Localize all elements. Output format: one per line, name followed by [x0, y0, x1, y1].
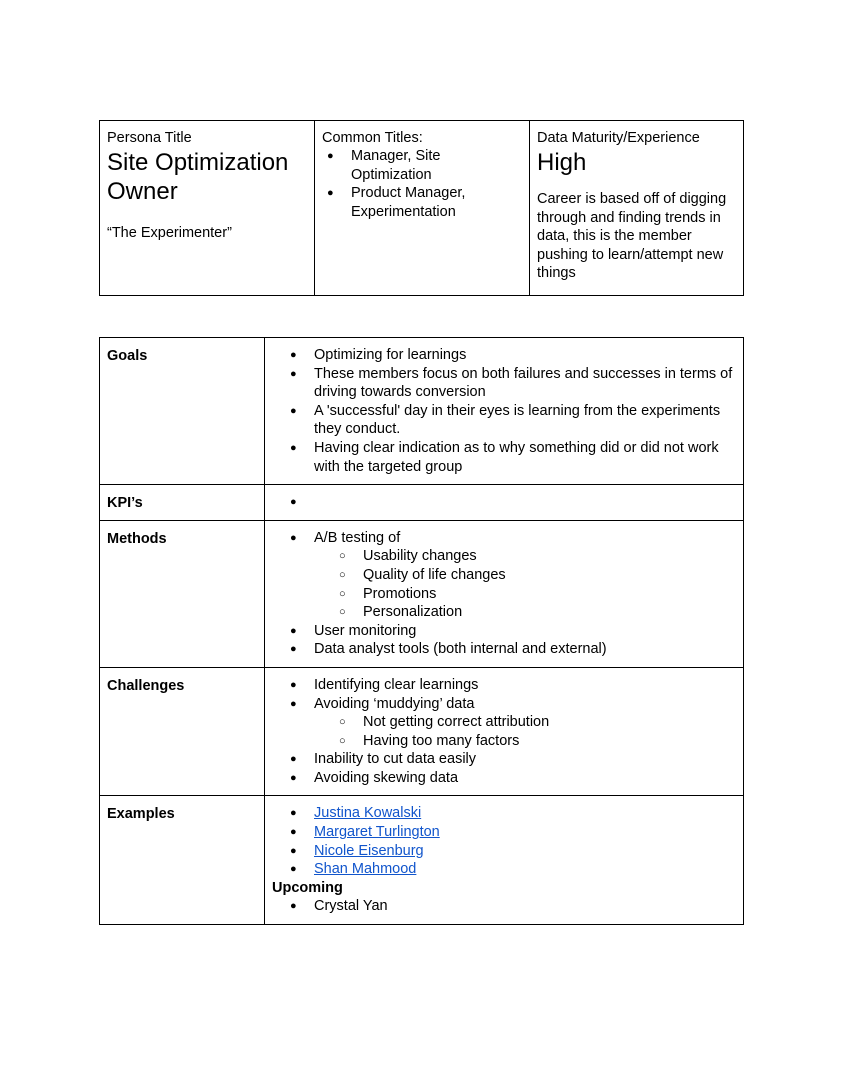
list-item: ● Avoiding skewing data [265, 769, 736, 788]
examples-content [265, 796, 744, 925]
maturity-label: Data Maturity/Experience [537, 130, 700, 146]
list-item: ● Crystal Yan [265, 897, 736, 916]
list-item: ● Optimizing for learnings [265, 346, 736, 365]
list-item: ○ Having too many factors [265, 732, 736, 751]
persona-title-cell [100, 121, 315, 296]
list-item: ○ Not getting correct attribution [265, 713, 736, 732]
list-item: ● User monitoring [265, 622, 736, 641]
common-titles-list [322, 147, 522, 221]
list-item: ● A 'successful' day in their eyes is learning from the experiments they conduct. [265, 402, 736, 439]
example-link-margaret-turlington[interactable]: Margaret Turlington [314, 824, 440, 841]
maturity-description: Career is based off of digging through and finding trends in data, this is the member pushing to learn/attempt new things [537, 191, 727, 281]
list-item: ○ Usability changes [265, 547, 736, 566]
list-item: ● These members focus on both failures and successes in terms of driving towards conversion [265, 365, 736, 402]
list-item: ○ Quality of life changes [265, 566, 736, 585]
persona-nickname: “The Experimenter” [107, 225, 232, 241]
examples-label: Examples [100, 796, 265, 925]
common-titles-cell [315, 121, 530, 296]
list-item: ● Identifying clear learnings [265, 676, 736, 695]
table-row [100, 520, 744, 667]
common-titles-label: Common Titles: [322, 130, 423, 146]
list-item [265, 842, 736, 861]
list-item [265, 804, 736, 823]
challenges-label: Challenges [100, 667, 265, 796]
persona-title: Site Optimization Owner [107, 149, 289, 205]
methods-content [265, 520, 744, 667]
list-item [265, 860, 736, 879]
list-item [265, 493, 736, 512]
persona-title-label: Persona Title [107, 130, 192, 146]
list-item [265, 529, 736, 548]
goals-content [265, 338, 744, 485]
list-item [265, 823, 736, 842]
maturity-value: High [537, 149, 587, 176]
list-item: ○ Personalization [265, 603, 736, 622]
example-link-shan-mahmood[interactable]: Shan Mahmood [314, 861, 417, 878]
example-link-justina-kowalski[interactable]: Justina Kowalski [314, 805, 422, 822]
list-item: ● Having clear indication as to why something did or did not work with the targeted group [265, 439, 736, 476]
list-item: ● Avoiding ‘muddying’ data [265, 695, 736, 714]
example-link-nicole-eisenburg[interactable]: Nicole Eisenburg [314, 842, 424, 859]
goals-label: Goals [100, 338, 265, 485]
table-row [100, 338, 744, 485]
table-row [100, 796, 744, 925]
kpis-label: KPI’s [100, 485, 265, 521]
table-row [100, 667, 744, 796]
list-item: ● Inability to cut data easily [265, 750, 736, 769]
table-row [100, 485, 744, 521]
maturity-cell [530, 121, 744, 296]
persona-table [99, 120, 744, 296]
list-item: ● Product Manager, Experimentation [322, 184, 522, 221]
persona-details-table [99, 337, 744, 925]
list-item: ● Manager, Site Optimization [322, 147, 522, 184]
kpis-content [265, 485, 744, 521]
challenges-content [265, 667, 744, 796]
list-item: ○ Promotions [265, 585, 736, 604]
list-item: ● Data analyst tools (both internal and external) [265, 640, 736, 659]
upcoming-label: Upcoming [272, 879, 343, 896]
methods-label: Methods [100, 520, 265, 667]
ab-testing-label: A/B testing of [314, 529, 401, 546]
